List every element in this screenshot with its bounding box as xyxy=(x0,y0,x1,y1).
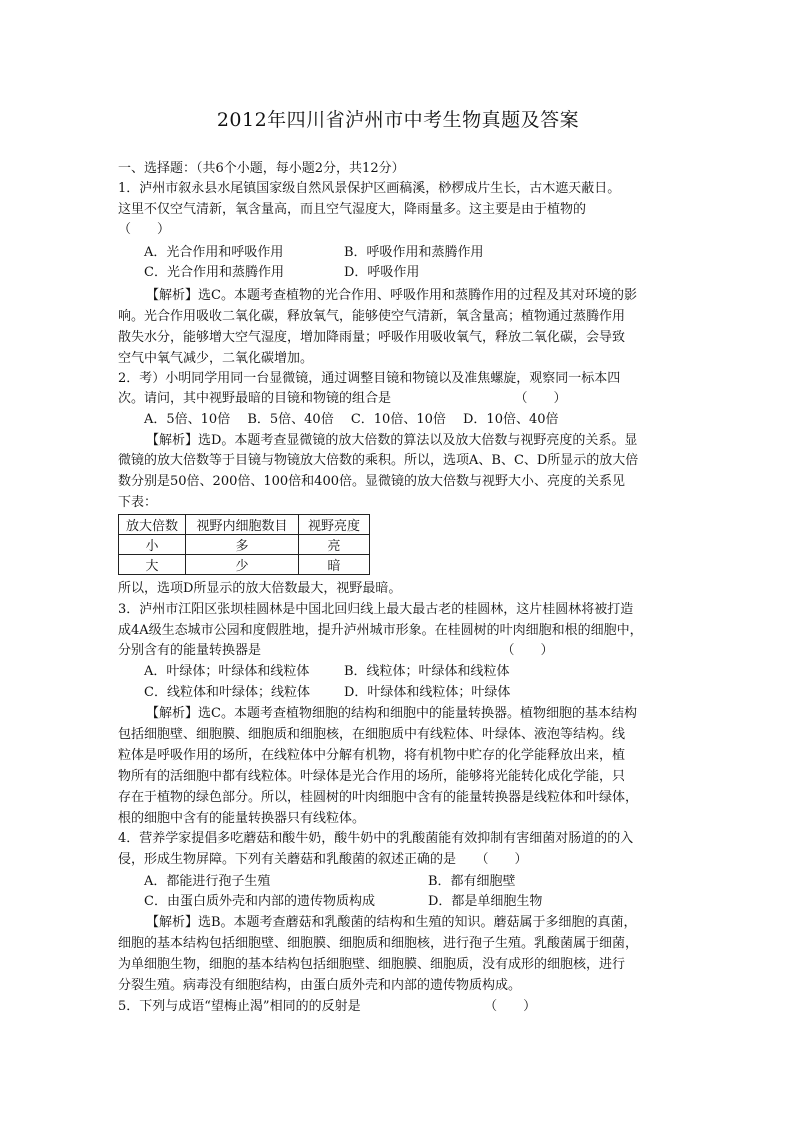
question-3-analysis: 【解析】选C。本题考查植物细胞的结构和细胞中的能量转换器。植物细胞的基本结构 xyxy=(146,706,637,721)
question-3-analysis: 包括细胞壁、细胞膜、细胞质和细胞核，在细胞质中有线粒体、叶绿体、液泡等结构。线 xyxy=(118,727,626,742)
question-2-options: A．5倍、10倍 B．5倍、40倍 C．10倍、10倍 D．10倍、40倍 xyxy=(144,412,559,427)
question-3-analysis: 物所有的活细胞中都有线粒体。叶绿体是光合作用的场所，能够将光能转化成化学能，只 xyxy=(118,769,626,784)
section-heading: 一、选择题：（共6个小题，每小题2分，共12分） xyxy=(118,161,405,176)
question-3-analysis: 存在于植物的绿色部分。所以，桂圆树的叶肉细胞中含有的能量转换器是线粒体和叶绿体， xyxy=(118,790,639,805)
question-1-option-d: D．呼吸作用 xyxy=(344,265,420,280)
question-4-analysis: 为单细胞生物，细胞的基本结构包括细胞壁、细胞膜、细胞质，没有成形的细胞核，进行 xyxy=(118,957,626,972)
question-2-text: 次。请问，其中视野最暗的目镜和物镜的组合是 （ ） xyxy=(118,391,567,406)
question-3-option-a: A．叶绿体；叶绿体和线粒体 xyxy=(144,664,310,679)
question-3-analysis: 根的细胞中含有的能量转换器只有线粒体。 xyxy=(118,811,366,826)
table-cell: 小 xyxy=(119,535,186,555)
question-1-analysis: 空气中氧气减少，二氧化碳增加。 xyxy=(118,351,314,366)
question-4-analysis: 分裂生殖。病毒没有细胞结构，由蛋白质外壳和内部的遗传物质构成。 xyxy=(118,978,522,993)
table-cell: 大 xyxy=(119,555,186,575)
table-cell: 多 xyxy=(186,535,299,555)
question-1-analysis: 响。光合作用吸收二氧化碳，释放氧气，能够使空气清新，氧含量高；植物通过蒸腾作用 xyxy=(118,309,626,324)
table-header: 放大倍数 xyxy=(119,515,186,535)
question-3-text: 成4A级生态城市公园和度假胜地，提升泸州城市形象。在桂圆树的叶肉细胞和根的细胞中， xyxy=(118,623,643,638)
question-2-text: 2．考）小明同学用同一台显微镜，通过调整目镜和物镜以及准焦螺旋，观察同一标本四 xyxy=(118,371,621,386)
question-4-option-b: B．都有细胞壁 xyxy=(428,874,516,889)
question-3-analysis: 粒体是呼吸作用的场所，在线粒体中分解有机物，将有机物中贮存的化学能释放出来，植 xyxy=(118,748,626,763)
table-header: 视野亮度 xyxy=(299,515,370,535)
table-row xyxy=(119,535,370,555)
table-row xyxy=(119,555,370,575)
question-4-analysis: 细胞的基本结构包括细胞壁、细胞膜、细胞质和细胞核，进行孢子生殖。乳酸菌属于细菌， xyxy=(118,936,639,951)
question-5-text: 5．下列与成语“望梅止渴”相同的的反射是 （ ） xyxy=(118,999,537,1014)
question-3-option-c: C．线粒体和叶绿体；线粒体 xyxy=(144,685,310,700)
question-4-text: 侵，形成生物屏障。下列有关蘑菇和乳酸菌的叙述正确的是 （ ） xyxy=(118,852,528,867)
question-4-analysis: 【解析】选B。本题考查蘑菇和乳酸菌的结构和生殖的知识。蘑菇属于多细胞的真菌， xyxy=(146,915,637,930)
table-cell: 亮 xyxy=(299,535,370,555)
question-2-analysis: 数分别是50倍、200倍、100倍和400倍。显微镜的放大倍数与视野大小、亮度的关系见 xyxy=(118,474,625,489)
table-cell: 少 xyxy=(186,555,299,575)
question-1-text: 1．泸州市叙永县水尾镇国家级自然风景保护区画稿溪，桫椤成片生长，古木遮天蔽日。 xyxy=(118,181,621,196)
question-3-text: 分别含有的能量转换器是 （ ） xyxy=(118,643,554,658)
magnification-table xyxy=(118,514,370,575)
question-4-option-a: A．都能进行孢子生殖 xyxy=(144,874,271,889)
question-2-analysis: 下表： xyxy=(118,495,158,510)
table-header-row xyxy=(119,515,370,535)
question-2-conclusion: 所以，选项D所显示的放大倍数最大，视野最暗。 xyxy=(118,581,402,596)
question-1-bracket: （ ） xyxy=(118,222,171,237)
question-2-analysis: 【解析】选D。本题考查显微镜的放大倍数的算法以及放大倍数与视野亮度的关系。显 xyxy=(146,433,638,448)
question-4-option-c: C．由蛋白质外壳和内部的遗传物质构成 xyxy=(144,894,375,909)
question-4-option-d: D．都是单细胞生物 xyxy=(428,894,543,909)
question-1-analysis: 【解析】选C。本题考查植物的光合作用、呼吸作用和蒸腾作用的过程及其对环境的影 xyxy=(146,288,637,303)
page-title: 2012年四川省泸州市中考生物真题及答案 xyxy=(216,109,580,131)
question-1-text: 这里不仅空气清新，氧含量高，而且空气湿度大，降雨量多。这主要是由于植物的 xyxy=(118,202,587,217)
question-2-analysis: 微镜的放大倍数等于目镜与物镜放大倍数的乘积。所以，选项A、B、C、D所显示的放大倍 xyxy=(118,453,639,468)
question-1-analysis: 散失水分，能够增大空气湿度，增加降雨量；呼吸作用吸收氧气，释放二氧化碳，会导致 xyxy=(118,330,626,345)
question-3-text: 3．泸州市江阳区张坝桂圆林是中国北回归线上最大最古老的桂圆林，这片桂圆林将被打造 xyxy=(118,602,634,617)
table-cell: 暗 xyxy=(299,555,370,575)
question-1-option-c: C．光合作用和蒸腾作用 xyxy=(144,265,284,280)
question-3-option-b: B．线粒体；叶绿体和线粒体 xyxy=(344,664,510,679)
question-3-option-d: D．叶绿体和线粒体；叶绿体 xyxy=(344,685,511,700)
table-header: 视野内细胞数目 xyxy=(186,515,299,535)
question-1-option-a: A．光合作用和呼吸作用 xyxy=(144,245,284,260)
question-4-text: 4．营养学家提倡多吃蘑菇和酸牛奶，酸牛奶中的乳酸菌能有效抑制有害细菌对肠道的的入 xyxy=(118,831,634,846)
question-1-option-b: B．呼吸作用和蒸腾作用 xyxy=(344,245,484,260)
